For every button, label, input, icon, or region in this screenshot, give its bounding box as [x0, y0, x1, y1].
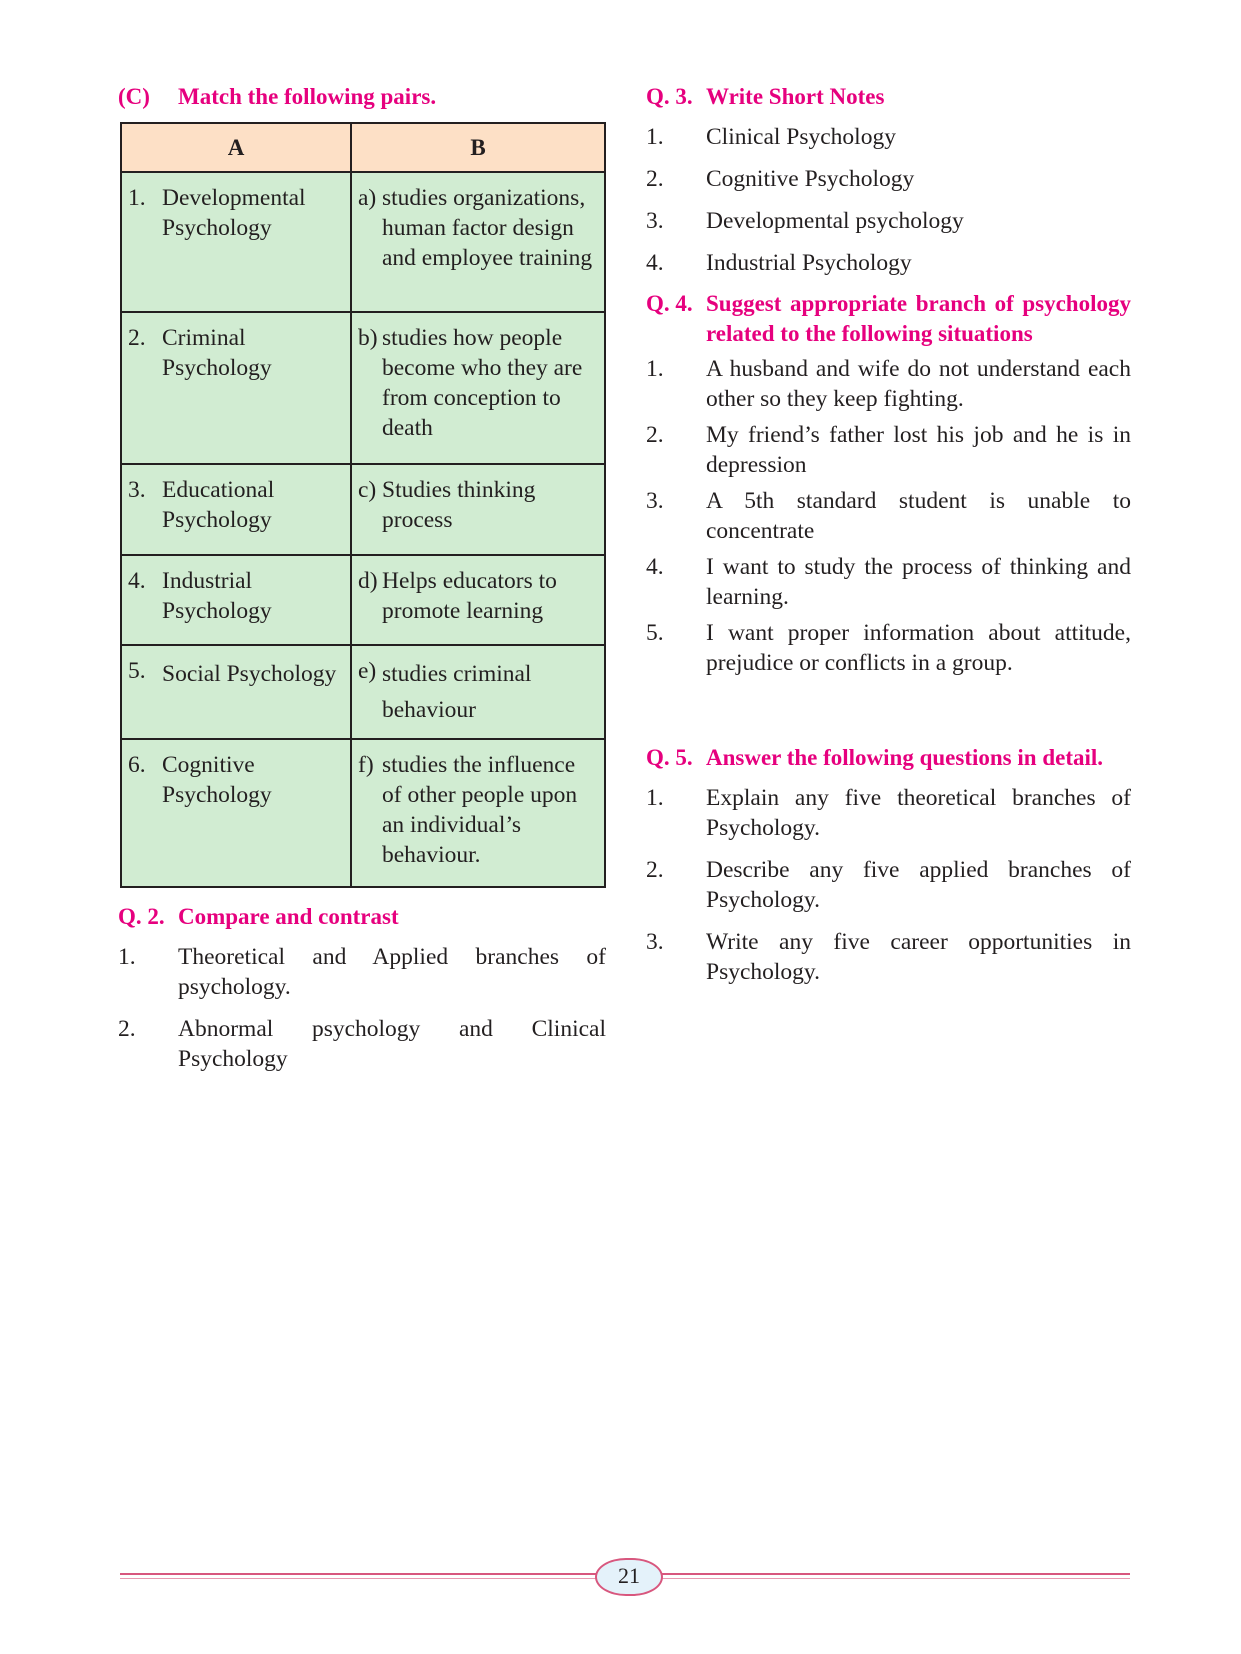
cell-a-text: Criminal Psychology — [162, 325, 272, 381]
list-item-text: My friend’s father lost his job and he is in depression — [706, 422, 1131, 478]
cell-a-number: 3. — [128, 477, 146, 503]
list-item-text: Industrial Psychology — [706, 250, 912, 276]
question-2-number: Q. 2. — [118, 904, 165, 929]
table-row — [121, 172, 605, 312]
cell-a-text: Cognitive Psychology — [162, 752, 272, 808]
cell-b — [351, 312, 605, 464]
list-item-text: Developmental psychology — [706, 208, 964, 234]
match-table — [120, 122, 606, 888]
question-5 — [646, 743, 1131, 987]
list-item — [646, 354, 1131, 414]
cell-b-letter: a) — [358, 185, 377, 211]
cell-b-letter: e) — [358, 658, 377, 684]
question-2-heading — [118, 902, 606, 932]
column-header-a: A — [121, 123, 351, 172]
question-3-list — [646, 122, 1131, 278]
list-item-number: 1. — [646, 356, 664, 382]
cell-b-text: studies the influence of other people upon an individual’s behaviour. — [382, 752, 578, 868]
cell-a — [121, 464, 351, 555]
list-item-text: Theoretical and Applied branches of psychology. — [178, 944, 606, 1000]
cell-a-number: 4. — [128, 568, 146, 594]
list-item — [646, 855, 1131, 915]
cell-a-number: 1. — [128, 185, 146, 211]
list-item-number: 1. — [646, 124, 664, 150]
list-item — [646, 248, 1131, 278]
section-c-label: (C) — [118, 84, 150, 109]
list-item-text: Cognitive Psychology — [706, 166, 915, 192]
list-item-number: 3. — [646, 488, 664, 514]
list-item-number: 2. — [118, 1016, 136, 1042]
cell-a-number: 5. — [128, 658, 146, 684]
list-item — [646, 122, 1131, 152]
list-item — [646, 552, 1131, 612]
cell-b-letter: c) — [358, 477, 377, 503]
cell-b-text: studies organizations, human factor design and employee training — [382, 185, 593, 271]
list-item-number: 3. — [646, 208, 664, 234]
question-2-list — [118, 942, 606, 1074]
cell-b-text: Studies thinking process — [382, 477, 536, 533]
list-item-number: 1. — [646, 785, 664, 811]
list-item-number: 5. — [646, 620, 664, 646]
question-5-heading — [646, 743, 1131, 773]
cell-a — [121, 739, 351, 887]
cell-b-text: Helps educators to promote learning — [382, 568, 557, 624]
question-4-title: Suggest appropriate branch of psychology related to the following situations — [706, 291, 1131, 346]
list-item-text: Explain any five theoretical branches of Psychology. — [706, 785, 1131, 841]
list-item-text: I want to study the process of thinking and learning. — [706, 554, 1131, 610]
list-item-number: 2. — [646, 422, 664, 448]
table-row — [121, 645, 605, 739]
table-row — [121, 464, 605, 555]
list-item-number: 2. — [646, 857, 664, 883]
list-item-number: 3. — [646, 929, 664, 955]
cell-b-letter: d) — [358, 568, 378, 594]
list-item — [118, 942, 606, 1002]
list-item-text: Describe any five applied branches of Psychology. — [706, 857, 1131, 913]
question-5-title: Answer the following questions in detail. — [706, 745, 1104, 770]
cell-b — [351, 739, 605, 887]
page-number: 21 — [595, 1558, 663, 1596]
cell-b-letter: f) — [358, 752, 374, 778]
cell-a — [121, 645, 351, 739]
question-3-title: Write Short Notes — [706, 84, 885, 109]
cell-a — [121, 312, 351, 464]
cell-a-number: 2. — [128, 325, 146, 351]
table-row — [121, 555, 605, 645]
question-4-list — [646, 354, 1131, 678]
list-item-number: 2. — [646, 166, 664, 192]
list-item-number: 4. — [646, 250, 664, 276]
question-5-list — [646, 783, 1131, 987]
section-c-heading — [118, 82, 436, 112]
list-item — [646, 420, 1131, 480]
cell-b — [351, 555, 605, 645]
list-item-number: 4. — [646, 554, 664, 580]
cell-b — [351, 464, 605, 555]
list-item — [646, 206, 1131, 236]
cell-a — [121, 555, 351, 645]
list-item-text: A husband and wife do not understand each other so they keep fighting. — [706, 356, 1131, 412]
cell-b-text: studies how people become who they are from conception to death — [382, 325, 583, 441]
column-header-b: B — [351, 123, 605, 172]
list-item-text: I want proper information about attitude, prejudice or conflicts in a group. — [706, 620, 1131, 676]
cell-a-text: Industrial Psychology — [162, 568, 272, 624]
cell-b — [351, 172, 605, 312]
list-item — [646, 618, 1131, 678]
question-5-number: Q. 5. — [646, 745, 693, 770]
list-item — [646, 164, 1131, 194]
table-row — [121, 739, 605, 887]
section-c-title: Match the following pairs. — [178, 84, 437, 109]
list-item-number: 1. — [118, 944, 136, 970]
table-row — [121, 312, 605, 464]
question-3-number: Q. 3. — [646, 84, 693, 109]
cell-a — [121, 172, 351, 312]
cell-b-text: studies criminal behaviour — [382, 661, 532, 723]
cell-b-letter: b) — [358, 325, 378, 351]
question-4 — [646, 289, 1131, 678]
list-item — [118, 1014, 606, 1074]
list-item — [646, 486, 1131, 546]
list-item-text: Abnormal psychology and Clinical Psychology — [178, 1016, 606, 1072]
cell-b — [351, 645, 605, 739]
list-item — [646, 783, 1131, 843]
cell-a-text: Social Psychology — [162, 661, 337, 687]
cell-a-text: Educational Psychology — [162, 477, 275, 533]
question-4-heading — [646, 289, 1131, 349]
question-2-title: Compare and contrast — [178, 904, 399, 929]
list-item-text: A 5th standard student is unable to concentrate — [706, 488, 1131, 544]
question-4-number: Q. 4. — [646, 291, 693, 316]
question-3 — [646, 82, 1131, 278]
list-item-text: Write any five career opportunities in Psychology. — [706, 929, 1131, 985]
list-item — [646, 927, 1131, 987]
cell-a-number: 6. — [128, 752, 146, 778]
list-item-text: Clinical Psychology — [706, 124, 896, 150]
question-3-heading — [646, 82, 1131, 112]
cell-a-text: Developmental Psychology — [162, 185, 306, 241]
question-2 — [118, 902, 606, 1074]
